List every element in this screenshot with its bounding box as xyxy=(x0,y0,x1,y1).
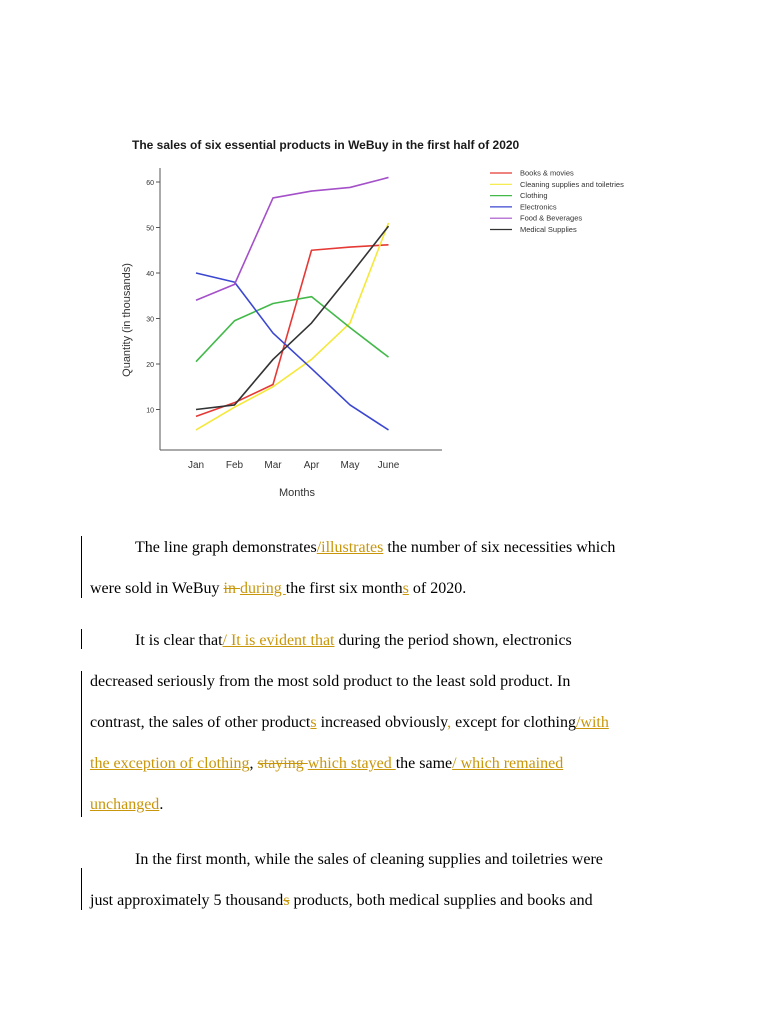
y-tick-label: 30 xyxy=(146,316,154,324)
inserted-text: s xyxy=(310,714,317,731)
series-line xyxy=(196,223,389,430)
legend-label: Books & movies xyxy=(520,168,574,178)
text-run: It is clear that xyxy=(135,632,223,649)
x-tick-label: Mar xyxy=(264,460,282,471)
inserted-text: during xyxy=(239,580,286,597)
series-line xyxy=(196,297,389,362)
text-line xyxy=(90,702,690,743)
legend-label: Food & Beverages xyxy=(520,213,583,223)
paragraph-2 xyxy=(90,620,690,825)
change-bar xyxy=(81,536,82,598)
text-line xyxy=(90,527,690,568)
change-bar xyxy=(81,671,82,817)
y-tick-label: 20 xyxy=(146,362,154,369)
text-line xyxy=(90,620,690,661)
text-run: of 2020. xyxy=(408,580,467,597)
chart-svg xyxy=(112,130,652,510)
text-run: products, both medical supplies and books and xyxy=(289,892,593,909)
text-run: the same xyxy=(395,755,453,772)
inserted-text: /illustrates xyxy=(316,539,384,556)
text-run: except for clothing xyxy=(451,714,576,731)
text-run: , xyxy=(249,755,258,772)
text-line xyxy=(90,784,690,825)
text-line: decreased seriously from the most sold product to the least sold product. In xyxy=(90,673,571,690)
inserted-text: / which remained xyxy=(452,755,564,772)
text-line xyxy=(90,743,690,784)
y-tick-label: 10 xyxy=(146,407,154,415)
text-line xyxy=(90,880,690,921)
inserted-text: /with xyxy=(575,714,609,731)
paragraph-3 xyxy=(90,839,690,921)
inserted-text: which stayed xyxy=(307,755,396,772)
text-run: The line graph demonstrates xyxy=(135,539,317,556)
x-tick-label: May xyxy=(340,460,360,471)
text-run: the number of six necessities which xyxy=(383,539,616,556)
legend-label: Clothing xyxy=(520,191,548,201)
x-tick-label: Feb xyxy=(225,460,244,471)
y-axis-title: Quantity (in thousands) xyxy=(121,263,133,377)
chart-title: The sales of six essential products in WeBuy in the first half of 2020 xyxy=(132,138,520,152)
inserted-text: unchanged xyxy=(90,796,160,813)
text-run: . xyxy=(159,796,164,813)
change-bar xyxy=(81,629,82,649)
legend-label: Cleaning supplies and toiletries xyxy=(520,179,624,189)
text-line xyxy=(90,568,690,609)
y-tick-label: 50 xyxy=(146,225,154,233)
change-bar xyxy=(81,868,82,910)
inserted-text: , xyxy=(447,714,452,731)
text-run: just approximately 5 thousand xyxy=(90,892,284,909)
text-run: the first six month xyxy=(285,580,403,597)
paragraph-1 xyxy=(90,527,690,609)
x-tick-label: Apr xyxy=(303,460,320,471)
deleted-text: staying xyxy=(257,755,308,772)
text-run: increased obviously xyxy=(316,714,448,731)
line-chart xyxy=(112,130,652,510)
inserted-text: the exception of clothing xyxy=(90,755,250,772)
inserted-text: / It is evident that xyxy=(222,632,335,649)
text-line: In the first month, while the sales of cleaning supplies and toiletries were xyxy=(135,851,603,868)
y-tick-label: 60 xyxy=(146,180,154,187)
x-axis-title: Months xyxy=(278,487,316,499)
legend-label: Electronics xyxy=(520,202,557,212)
y-tick-label: 40 xyxy=(146,271,154,278)
inserted-text: s xyxy=(402,580,409,597)
series-line xyxy=(196,177,389,300)
deleted-text: s xyxy=(283,892,290,909)
text-run: during the period shown, electronics xyxy=(334,632,572,649)
text-run: contrast, the sales of other product xyxy=(90,714,311,731)
x-tick-label: Jan xyxy=(187,460,205,471)
legend-label: Medical Supplies xyxy=(520,225,577,234)
text-run: were sold in WeBuy xyxy=(90,580,224,597)
x-tick-label: June xyxy=(377,460,400,471)
deleted-text: in xyxy=(223,580,240,597)
